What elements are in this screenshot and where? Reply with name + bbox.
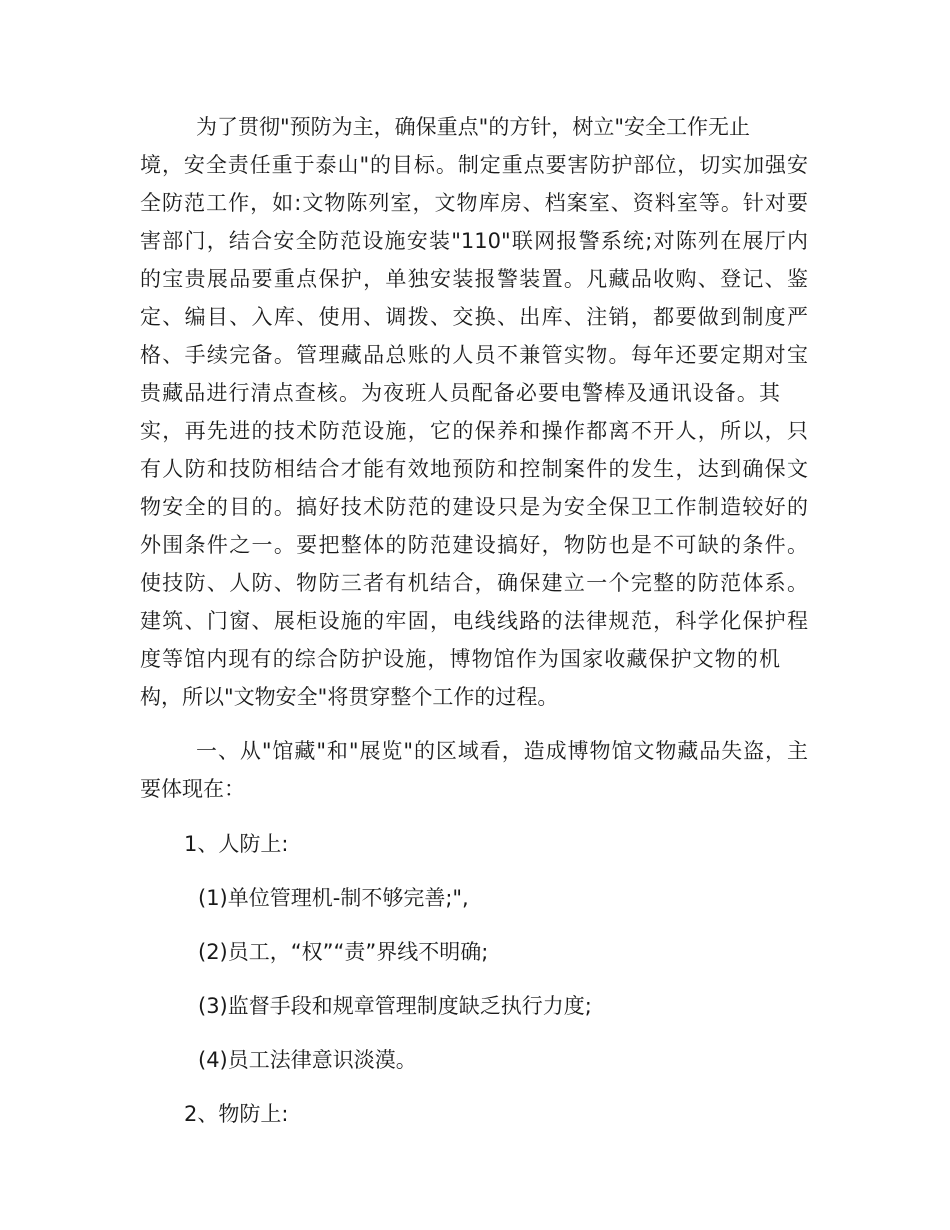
intro-line-5: 的宝贵展品要重点保护，单独安装报警装置。凡藏品收购、登记、鉴 — [140, 267, 808, 291]
item-1-sub-3: (3)监督手段和规章管理制度缺乏执行力度; — [198, 994, 592, 1018]
intro-line-12: 外围条件之一。要把整体的防范建设搞好，物防也是不可缺的条件。 — [140, 533, 808, 557]
intro-line-10: 有人防和技防相结合才能有效地预防和控制案件的发生，达到确保文 — [140, 457, 808, 481]
intro-line-16: 构，所以"文物安全"将贯穿整个工作的过程。 — [140, 685, 559, 709]
intro-line-8: 贵藏品进行清点查核。为夜班人员配备必要电警棒及通讯设备。其 — [140, 381, 780, 405]
intro-line-6: 定、编目、入库、使用、调拨、交换、出库、注销，都要做到制度严 — [140, 305, 808, 329]
intro-line-14: 建筑、门窗、展柜设施的牢固，电线线路的法律规范，科学化保护程 — [140, 609, 808, 633]
intro-line-3: 全防范工作，如:文物陈列室，文物库房、档案室、资料室等。针对要 — [140, 191, 808, 215]
intro-line-9: 实，再先进的技术防范设施，它的保养和操作都离不开人，所以，只 — [140, 419, 808, 443]
intro-line-7: 格、手续完备。管理藏品总账的人员不兼管实物。每年还要定期对宝 — [140, 343, 808, 367]
intro-line-15: 度等馆内现有的综合防护设施，博物馆作为国家收藏保护文物的机 — [140, 647, 780, 671]
item-1-sub-4: (4)员工法律意识淡漠。 — [198, 1048, 417, 1072]
intro-line-1: 为了贯彻"预防为主，确保重点"的方针，树立"安全工作无止 — [196, 115, 750, 139]
section-one-line-2: 要体现在： — [140, 777, 245, 801]
intro-line-11: 物安全的目的。搞好技术防范的建设只是为安全保卫工作制造较好的 — [140, 495, 808, 519]
intro-line-13: 使技防、人防、物防三者有机结合，确保建立一个完整的防范体系。 — [140, 571, 808, 595]
item-2-heading: 2、物防上: — [184, 1102, 289, 1126]
item-1-heading: 1、人防上: — [184, 832, 289, 856]
section-one-line-1: 一、从"馆藏"和"展览"的区域看，造成博物馆文物藏品失盗，主 — [196, 739, 808, 763]
item-1-sub-2: (2)员工，“权”“责”界线不明确; — [198, 940, 489, 964]
intro-line-4: 害部门，结合安全防范设施安装"110"联网报警系统;对陈列在展厅内 — [140, 229, 808, 253]
item-1-sub-1: (1)单位管理机-制不够完善;", — [198, 886, 469, 910]
intro-line-2: 境，安全责任重于泰山"的目标。制定重点要害防护部位，切实加强安 — [140, 153, 808, 177]
